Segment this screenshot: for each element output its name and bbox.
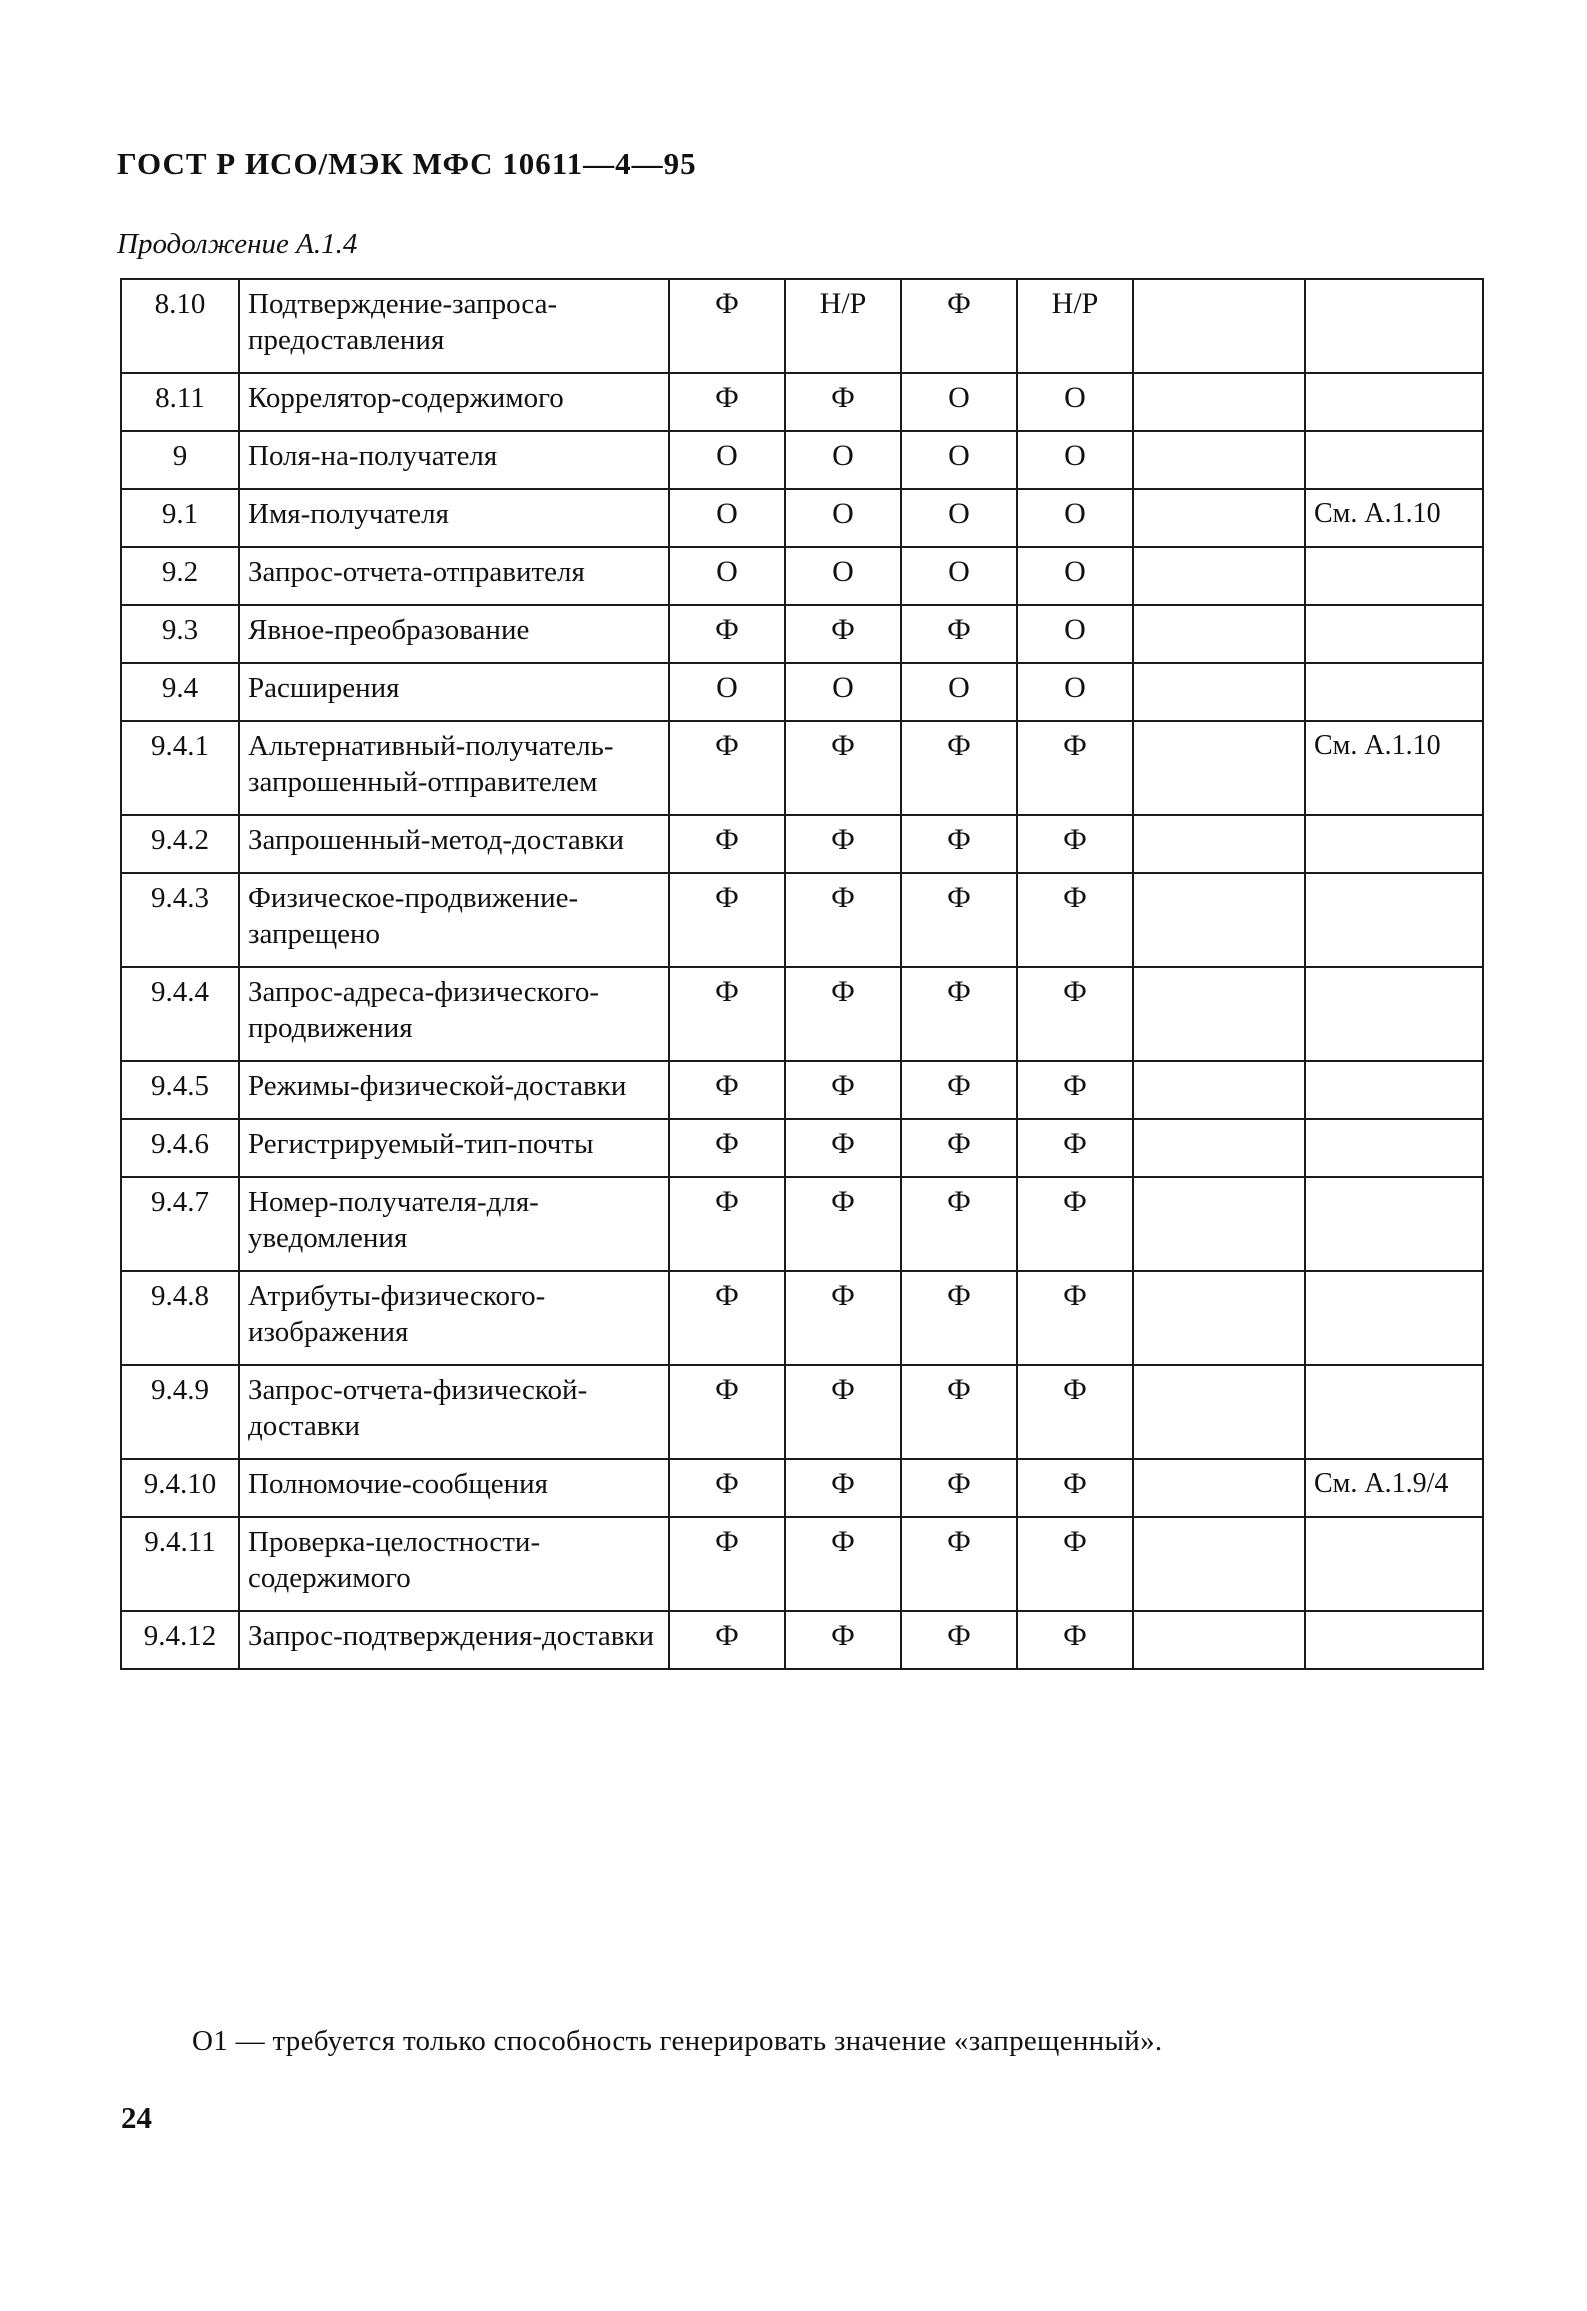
- value-cell-4: О: [1017, 605, 1133, 663]
- value-cell-1: Ф: [669, 373, 785, 431]
- field-name-cell: Коррелятор-содержимого: [239, 373, 669, 431]
- row-number-cell: 9.4.12: [121, 1611, 239, 1669]
- value-cell-1: Ф: [669, 1365, 785, 1459]
- value-cell-4: О: [1017, 373, 1133, 431]
- table-row: [121, 605, 1483, 663]
- row-number-cell: 9.2: [121, 547, 239, 605]
- value-cell-4: Ф: [1017, 873, 1133, 967]
- value-cell-4: Н/Р: [1017, 279, 1133, 373]
- value-cell-1: Ф: [669, 721, 785, 815]
- value-cell-2: Ф: [785, 721, 901, 815]
- row-number-cell: 8.11: [121, 373, 239, 431]
- table-row: [121, 815, 1483, 873]
- reference-note-cell: [1305, 1611, 1483, 1669]
- row-number-cell: 9.4: [121, 663, 239, 721]
- note-cell-1: [1133, 1459, 1305, 1517]
- reference-note-cell: [1305, 431, 1483, 489]
- value-cell-1: Ф: [669, 1271, 785, 1365]
- footnote: О1 — требуется только способность генерировать значение «запрещенный».: [192, 2025, 1163, 2057]
- reference-note-cell: [1305, 967, 1483, 1061]
- value-cell-1: Ф: [669, 873, 785, 967]
- value-cell-2: Н/Р: [785, 279, 901, 373]
- table-row: [121, 1061, 1483, 1119]
- value-cell-3: Ф: [901, 1459, 1017, 1517]
- value-cell-3: Ф: [901, 1177, 1017, 1271]
- table-row: [121, 1611, 1483, 1669]
- note-cell-1: [1133, 1517, 1305, 1611]
- note-cell-1: [1133, 1177, 1305, 1271]
- row-number-cell: 9.4.8: [121, 1271, 239, 1365]
- row-number-cell: 9.4.1: [121, 721, 239, 815]
- value-cell-4: Ф: [1017, 815, 1133, 873]
- value-cell-2: Ф: [785, 967, 901, 1061]
- value-cell-4: Ф: [1017, 1365, 1133, 1459]
- field-name-cell: Расширения: [239, 663, 669, 721]
- value-cell-1: Ф: [669, 1517, 785, 1611]
- value-cell-3: О: [901, 431, 1017, 489]
- row-number-cell: 9.4.5: [121, 1061, 239, 1119]
- value-cell-4: Ф: [1017, 1177, 1133, 1271]
- reference-note-cell: См. А.1.9/4: [1305, 1459, 1483, 1517]
- note-cell-1: [1133, 1271, 1305, 1365]
- reference-note-cell: [1305, 1365, 1483, 1459]
- value-cell-4: О: [1017, 431, 1133, 489]
- value-cell-4: Ф: [1017, 967, 1133, 1061]
- note-cell-1: [1133, 547, 1305, 605]
- field-name-cell: Атрибуты-физического-изображения: [239, 1271, 669, 1365]
- value-cell-4: Ф: [1017, 1517, 1133, 1611]
- value-cell-2: О: [785, 663, 901, 721]
- table-row: [121, 1517, 1483, 1611]
- value-cell-4: О: [1017, 547, 1133, 605]
- value-cell-1: О: [669, 663, 785, 721]
- value-cell-4: Ф: [1017, 1119, 1133, 1177]
- value-cell-2: Ф: [785, 1271, 901, 1365]
- row-number-cell: 9.4.10: [121, 1459, 239, 1517]
- row-number-cell: 9.4.9: [121, 1365, 239, 1459]
- table-row: [121, 431, 1483, 489]
- reference-note-cell: [1305, 1061, 1483, 1119]
- value-cell-3: Ф: [901, 279, 1017, 373]
- reference-note-cell: [1305, 373, 1483, 431]
- note-cell-1: [1133, 279, 1305, 373]
- value-cell-3: Ф: [901, 721, 1017, 815]
- field-name-cell: Имя-получателя: [239, 489, 669, 547]
- reference-note-cell: См. А.1.10: [1305, 721, 1483, 815]
- value-cell-3: Ф: [901, 815, 1017, 873]
- value-cell-4: Ф: [1017, 1061, 1133, 1119]
- note-cell-1: [1133, 431, 1305, 489]
- field-name-cell: Явное-преобразование: [239, 605, 669, 663]
- value-cell-1: О: [669, 547, 785, 605]
- field-name-cell: Проверка-целостности-содержимого: [239, 1517, 669, 1611]
- value-cell-3: Ф: [901, 873, 1017, 967]
- field-name-cell: Поля-на-получателя: [239, 431, 669, 489]
- value-cell-4: Ф: [1017, 1459, 1133, 1517]
- value-cell-1: Ф: [669, 1459, 785, 1517]
- value-cell-2: Ф: [785, 1365, 901, 1459]
- row-number-cell: 9.1: [121, 489, 239, 547]
- spec-table-body: [121, 279, 1483, 1669]
- field-name-cell: Подтверждение-запроса-предоставления: [239, 279, 669, 373]
- note-cell-1: [1133, 663, 1305, 721]
- note-cell-1: [1133, 1611, 1305, 1669]
- row-number-cell: 9.4.11: [121, 1517, 239, 1611]
- value-cell-3: О: [901, 373, 1017, 431]
- note-cell-1: [1133, 1061, 1305, 1119]
- reference-note-cell: [1305, 1177, 1483, 1271]
- value-cell-2: Ф: [785, 1061, 901, 1119]
- reference-note-cell: [1305, 663, 1483, 721]
- field-name-cell: Режимы-физической-доставки: [239, 1061, 669, 1119]
- value-cell-4: Ф: [1017, 1271, 1133, 1365]
- field-name-cell: Запрос-отчета-физической-доставки: [239, 1365, 669, 1459]
- value-cell-2: Ф: [785, 815, 901, 873]
- note-cell-1: [1133, 873, 1305, 967]
- note-cell-1: [1133, 1365, 1305, 1459]
- value-cell-2: О: [785, 431, 901, 489]
- field-name-cell: Номер-получателя-для-уведомления: [239, 1177, 669, 1271]
- field-name-cell: Альтернативный-получатель-запрошенный-отправителем: [239, 721, 669, 815]
- value-cell-4: О: [1017, 663, 1133, 721]
- reference-note-cell: [1305, 873, 1483, 967]
- table-row: [121, 489, 1483, 547]
- reference-note-cell: [1305, 1271, 1483, 1365]
- value-cell-3: Ф: [901, 1061, 1017, 1119]
- reference-note-cell: См. А.1.10: [1305, 489, 1483, 547]
- reference-note-cell: [1305, 279, 1483, 373]
- value-cell-1: Ф: [669, 1177, 785, 1271]
- value-cell-1: Ф: [669, 1061, 785, 1119]
- reference-note-cell: [1305, 1517, 1483, 1611]
- value-cell-2: Ф: [785, 605, 901, 663]
- field-name-cell: Регистрируемый-тип-почты: [239, 1119, 669, 1177]
- value-cell-1: Ф: [669, 815, 785, 873]
- value-cell-4: Ф: [1017, 721, 1133, 815]
- value-cell-2: Ф: [785, 373, 901, 431]
- field-name-cell: Запрос-отчета-отправителя: [239, 547, 669, 605]
- value-cell-3: Ф: [901, 1271, 1017, 1365]
- table-row: [121, 967, 1483, 1061]
- note-cell-1: [1133, 373, 1305, 431]
- row-number-cell: 9.4.6: [121, 1119, 239, 1177]
- value-cell-1: О: [669, 431, 785, 489]
- value-cell-3: Ф: [901, 1119, 1017, 1177]
- table-row: [121, 1271, 1483, 1365]
- continuation-caption: Продолжение А.1.4: [117, 228, 358, 260]
- value-cell-1: Ф: [669, 1119, 785, 1177]
- value-cell-3: Ф: [901, 1517, 1017, 1611]
- row-number-cell: 9.3: [121, 605, 239, 663]
- spec-table: [120, 278, 1484, 1670]
- value-cell-2: О: [785, 547, 901, 605]
- field-name-cell: Запрос-адреса-физического-продвижения: [239, 967, 669, 1061]
- value-cell-4: О: [1017, 489, 1133, 547]
- value-cell-2: О: [785, 489, 901, 547]
- note-cell-1: [1133, 1119, 1305, 1177]
- value-cell-1: О: [669, 489, 785, 547]
- value-cell-2: Ф: [785, 873, 901, 967]
- reference-note-cell: [1305, 1119, 1483, 1177]
- row-number-cell: 9.4.3: [121, 873, 239, 967]
- table-row: [121, 373, 1483, 431]
- value-cell-3: Ф: [901, 1611, 1017, 1669]
- row-number-cell: 9.4.7: [121, 1177, 239, 1271]
- value-cell-2: Ф: [785, 1517, 901, 1611]
- row-number-cell: 9.4.2: [121, 815, 239, 873]
- document-header: ГОСТ Р ИСО/МЭК МФС 10611—4—95: [117, 146, 697, 181]
- value-cell-2: Ф: [785, 1177, 901, 1271]
- value-cell-3: Ф: [901, 1365, 1017, 1459]
- value-cell-4: Ф: [1017, 1611, 1133, 1669]
- table-row: [121, 1459, 1483, 1517]
- value-cell-3: Ф: [901, 605, 1017, 663]
- table-row: [121, 279, 1483, 373]
- note-cell-1: [1133, 489, 1305, 547]
- value-cell-3: Ф: [901, 967, 1017, 1061]
- field-name-cell: Физическое-продвижение-запрещено: [239, 873, 669, 967]
- reference-note-cell: [1305, 605, 1483, 663]
- table-row: [121, 873, 1483, 967]
- value-cell-3: О: [901, 547, 1017, 605]
- value-cell-2: Ф: [785, 1459, 901, 1517]
- table-row: [121, 547, 1483, 605]
- row-number-cell: 9: [121, 431, 239, 489]
- value-cell-3: О: [901, 489, 1017, 547]
- row-number-cell: 9.4.4: [121, 967, 239, 1061]
- value-cell-1: Ф: [669, 967, 785, 1061]
- table-row: [121, 1119, 1483, 1177]
- table-row: [121, 721, 1483, 815]
- note-cell-1: [1133, 815, 1305, 873]
- note-cell-1: [1133, 721, 1305, 815]
- page-number: 24: [121, 2100, 152, 2135]
- value-cell-1: Ф: [669, 1611, 785, 1669]
- field-name-cell: Полномочие-сообщения: [239, 1459, 669, 1517]
- reference-note-cell: [1305, 815, 1483, 873]
- value-cell-1: Ф: [669, 279, 785, 373]
- value-cell-2: Ф: [785, 1611, 901, 1669]
- note-cell-1: [1133, 967, 1305, 1061]
- value-cell-3: О: [901, 663, 1017, 721]
- value-cell-2: Ф: [785, 1119, 901, 1177]
- table-row: [121, 1177, 1483, 1271]
- row-number-cell: 8.10: [121, 279, 239, 373]
- table-row: [121, 663, 1483, 721]
- note-cell-1: [1133, 605, 1305, 663]
- field-name-cell: Запрошенный-метод-доставки: [239, 815, 669, 873]
- field-name-cell: Запрос-подтверждения-доставки: [239, 1611, 669, 1669]
- value-cell-1: Ф: [669, 605, 785, 663]
- table-row: [121, 1365, 1483, 1459]
- reference-note-cell: [1305, 547, 1483, 605]
